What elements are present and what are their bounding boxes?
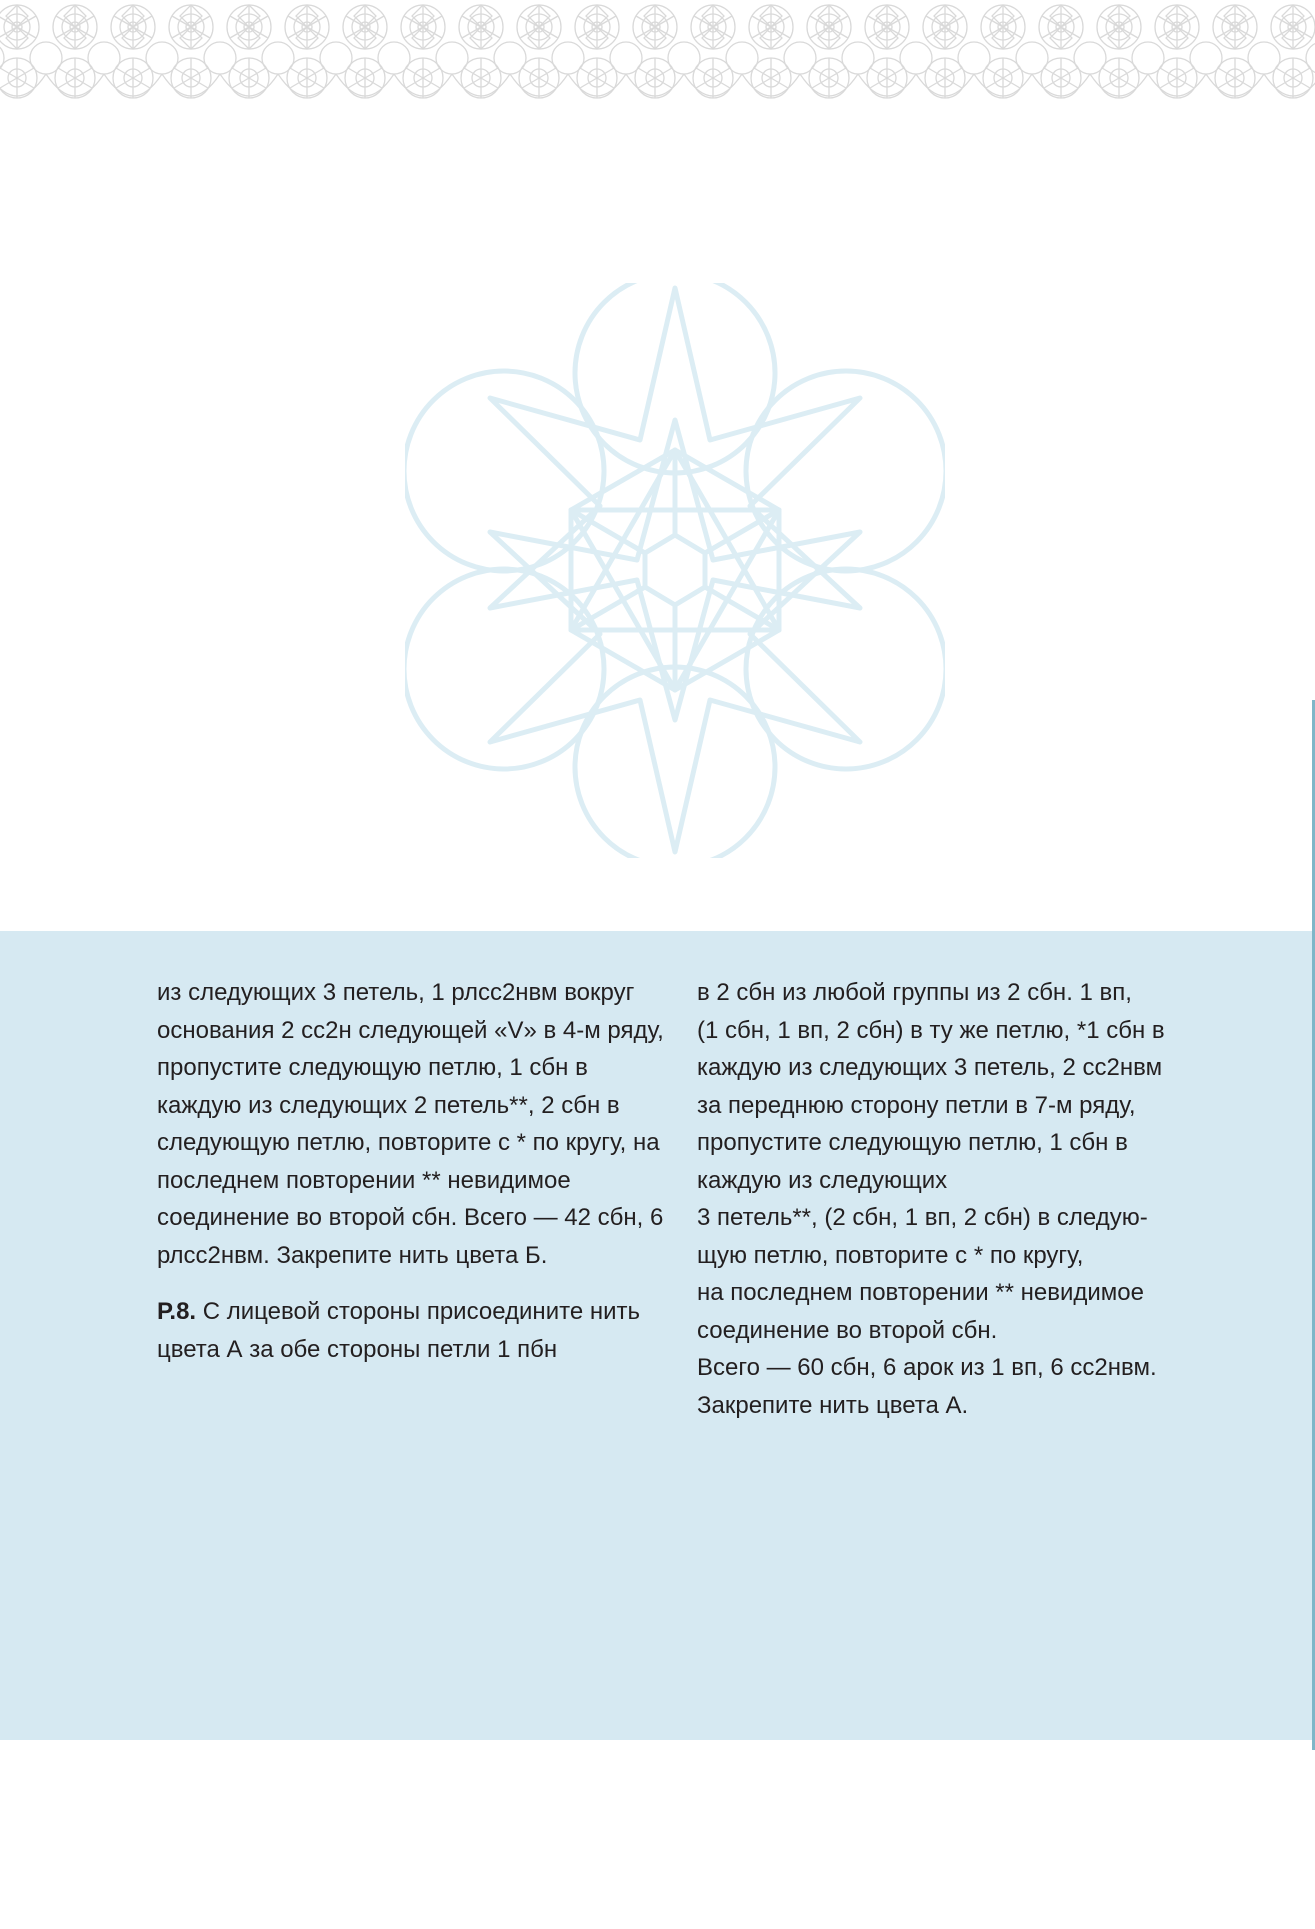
instruction-line: каждую из следующих: [697, 1166, 948, 1194]
instruction-paragraph: из следующих 3 петель, 1 рлсс2нвм вокруг основания 2 сс2н следующей «V» в 4-м ряду, пропустите следующую петлю, 1 сбн в каждую из следующих 2 петель**, 2 сбн в следующую петлю, повторите с * по кругу, на последнем повторении ** невидимое соединение во второй сбн. Всего — 42 сбн, 6 рлсс2нвм. Закрепите нить цвета Б.: [157, 979, 664, 1269]
instruction-line: (1 сбн, 1 вп, 2 сбн) в ту же петлю, *1 сбн в: [697, 1016, 1165, 1044]
instruction-line: пропустите следующую петлю, 1 сбн в: [697, 1129, 1128, 1156]
left-column: [157, 974, 677, 1368]
lace-border-pattern: [0, 0, 1315, 120]
row-text: С лицевой стороны присоедините нить цвета А за обе стороны петли 1 пбн: [157, 1298, 640, 1363]
instruction-line: за переднюю сторону петли в 7-м ряду,: [697, 1091, 1136, 1119]
instruction-line: в 2 сбн из любой группы из 2 сбн. 1 вп,: [697, 979, 1132, 1006]
instruction-line: Всего — 60 сбн, 6 арок из 1 вп, 6 сс2нвм.: [697, 1354, 1157, 1381]
instruction-line: соединение во второй сбн.: [697, 1316, 998, 1344]
snowflake-motif: [405, 283, 945, 858]
row-label: Р.8.: [157, 1298, 197, 1325]
right-column: [697, 974, 1217, 1424]
instruction-line: 3 петель**, (2 сбн, 1 вп, 2 сбн) в следую-: [697, 1204, 1148, 1231]
instruction-line: Закрепите нить цвета А.: [697, 1391, 969, 1419]
instruction-line: каждую из следующих 3 петель, 2 сс2нвм: [697, 1054, 1163, 1081]
row-8-paragraph: [157, 1293, 677, 1368]
instruction-line: щую петлю, повторите с * по кругу,: [697, 1241, 1084, 1269]
instruction-line: на последнем повторении ** невидимое: [697, 1279, 1144, 1306]
